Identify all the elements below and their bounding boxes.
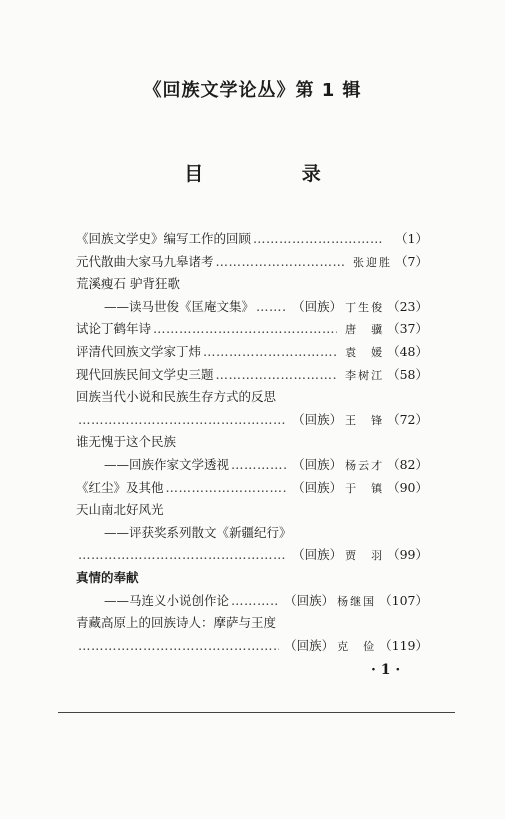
toc-entry-page: （1） <box>395 231 428 246</box>
toc-entry-author: 唐 骥 <box>345 323 385 337</box>
toc-entry-ethnicity: （回族） <box>292 411 343 427</box>
toc-entry-title: 天山南北好风光 <box>76 502 164 518</box>
toc-entry-author: 于 镇 <box>345 481 385 495</box>
toc-entry-title: ——回族作家文学透视 <box>104 456 230 472</box>
toc-entry-author: 李树江 <box>345 368 385 382</box>
toc-entry <box>76 567 428 590</box>
toc-entry-title: 谁无愧于这个民族 <box>76 434 177 450</box>
toc-entry <box>76 612 428 635</box>
toc-entry-title: 真情的奉献 <box>76 569 139 585</box>
toc-entry-page: （58） <box>387 366 428 382</box>
toc-entry-page: （7） <box>395 253 428 269</box>
toc-entry-title: ——马连义小说创作论 <box>104 592 230 608</box>
toc-entry-title: 评清代回族文学家丁炜 <box>76 343 202 359</box>
toc-leader-dots <box>203 341 337 364</box>
toc-entry <box>76 409 428 432</box>
toc-entry-meta <box>289 296 428 320</box>
toc-entry-title: 现代回族民间文学史三题 <box>76 366 214 382</box>
toc-entry <box>76 228 428 251</box>
toc-entry-author: 杨云才 <box>345 458 385 472</box>
toc-entry <box>76 544 428 567</box>
series-title: 《回族文学论丛》第 1 辑 <box>143 80 362 101</box>
toc-entry-meta <box>339 364 428 388</box>
toc-entry-meta <box>339 341 428 365</box>
toc-entry-title: 元代散曲大家马九皋诸考 <box>76 253 214 269</box>
toc-leader-dots <box>216 251 346 274</box>
toc-entry-title: 《红尘》及其他 <box>76 479 164 495</box>
toc-entry-title: 回族当代小说和民族生存方式的反思 <box>76 389 277 405</box>
toc-entry-page: （90） <box>387 479 428 495</box>
toc-leader-dots <box>231 590 279 613</box>
toc-entry-meta <box>289 409 428 433</box>
toc-entry <box>76 341 428 364</box>
toc-entry-page: （37） <box>387 321 428 337</box>
toc-entry-title: 《回族文学史》编写工作的回顾 <box>76 231 252 246</box>
toc-entry-meta <box>347 251 428 275</box>
toc-entry-title: 荒溪瘦石 驴背狂歌 <box>76 276 180 292</box>
toc-entry-ethnicity: （回族） <box>284 592 335 608</box>
toc-leader-dots <box>153 318 337 341</box>
toc-entry-ethnicity: （回族） <box>292 456 343 472</box>
toc-entry <box>76 296 428 319</box>
toc-leader-dots <box>78 544 287 567</box>
toc-entry <box>76 635 428 658</box>
toc-entry <box>76 477 428 500</box>
toc-entry-meta <box>339 318 428 342</box>
toc-entry <box>76 364 428 387</box>
toc-entry-author: 杨继国 <box>337 594 377 608</box>
toc-entry-author: 王 锋 <box>345 413 385 427</box>
toc-entry <box>76 499 428 522</box>
toc-entry-title: 试论丁鹤年诗 <box>76 321 152 337</box>
toc-entry-page: （72） <box>387 411 428 427</box>
toc-entry-meta <box>386 228 428 252</box>
toc-entry-page: （23） <box>387 298 428 314</box>
toc-entry-ethnicity: （回族） <box>292 547 343 563</box>
toc-entry-author: 袁 媛 <box>345 345 385 359</box>
toc-leader-dots <box>256 296 287 319</box>
toc-entry-page: （119） <box>379 637 428 653</box>
toc-entry-page: （48） <box>387 343 428 359</box>
toc-entry-title: ——读马世俊《匡庵文集》 <box>104 298 255 314</box>
bottom-rule <box>58 712 455 713</box>
toc-leader-dots <box>78 409 287 432</box>
toc-entry-title: 青藏高原上的回族诗人：摩萨与王度 <box>76 615 277 631</box>
toc-entry-ethnicity: （回族） <box>292 298 343 314</box>
toc-entry-meta <box>289 477 428 501</box>
toc-entry <box>76 251 428 274</box>
toc-heading: 目 录 <box>184 163 367 185</box>
toc-entry-author: 克 俭 <box>337 639 377 653</box>
toc-entry <box>76 273 428 296</box>
toc-leader-dots <box>253 228 384 251</box>
toc-entry-author: 张迎胜 <box>353 255 393 269</box>
toc-entry-meta <box>281 590 428 614</box>
toc-entry-page: （82） <box>387 456 428 472</box>
toc-entry <box>76 454 428 477</box>
toc-entry-meta <box>289 544 428 568</box>
toc-entry-ethnicity: （回族） <box>284 637 335 653</box>
toc-leader-dots <box>166 477 288 500</box>
toc-entry-meta <box>289 454 428 478</box>
toc-leader-dots <box>216 364 338 387</box>
toc-entry-author: 贾 羽 <box>345 549 385 563</box>
toc-entry <box>76 318 428 341</box>
toc-entry-ethnicity: （回族） <box>292 479 343 495</box>
page-number: · 1 · <box>371 662 401 678</box>
toc-entry-page: （107） <box>379 592 428 608</box>
toc-entry <box>76 386 428 409</box>
toc-entry-meta <box>281 635 428 659</box>
toc-leader-dots <box>78 635 279 658</box>
table-of-contents <box>76 228 428 657</box>
toc-leader-dots <box>231 454 287 477</box>
toc-entry-page: （99） <box>387 547 428 563</box>
toc-entry <box>76 431 428 454</box>
toc-entry-author: 丁生俊 <box>345 300 385 314</box>
toc-entry <box>76 522 428 545</box>
toc-entry <box>76 590 428 613</box>
toc-entry-title: ——评获奖系列散文《新疆纪行》 <box>104 524 292 540</box>
